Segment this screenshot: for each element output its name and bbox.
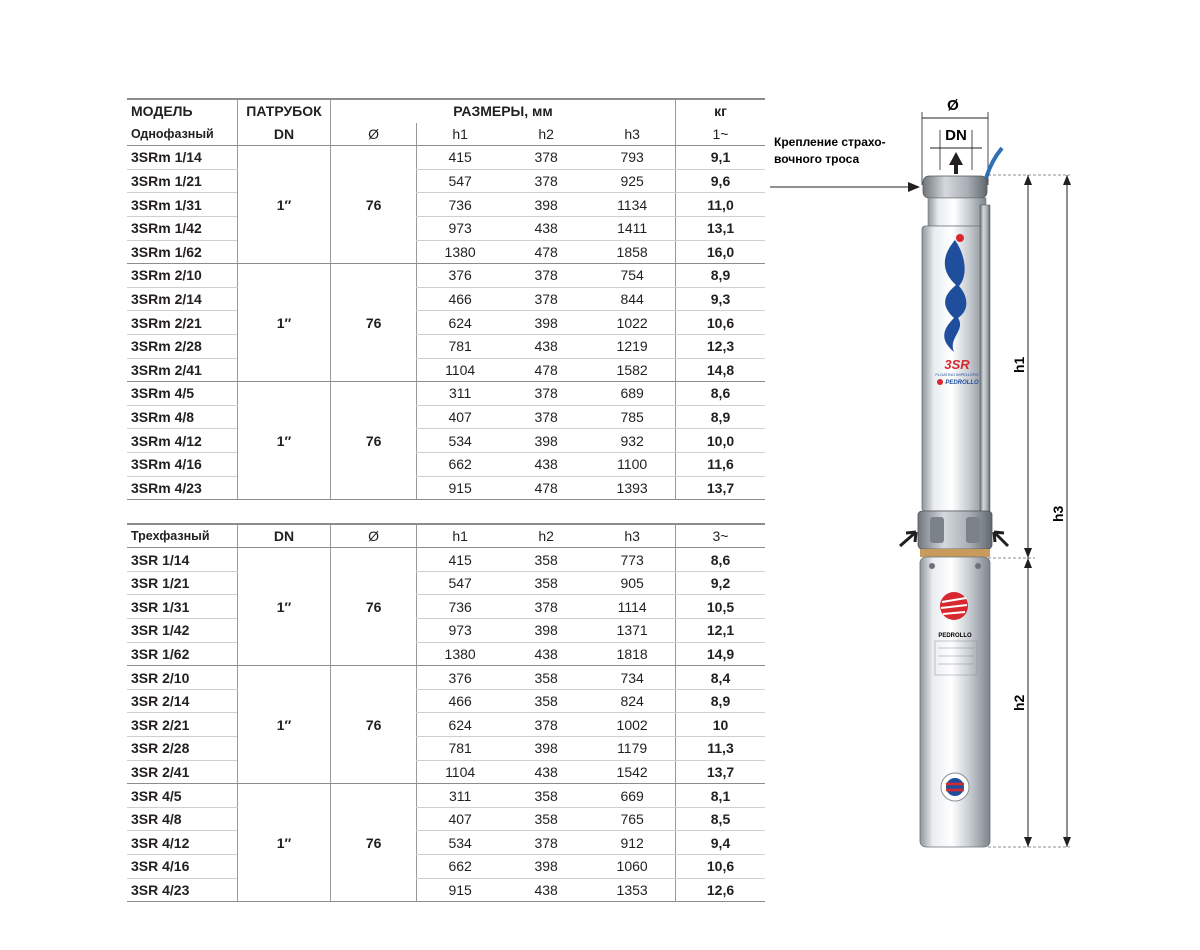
model-cell: 3SR 4/12 [127,831,238,855]
weight-cell: 13,1 [676,216,766,240]
table-row [127,405,765,429]
h3-cell: 793 [589,146,675,170]
model-cell: 3SR 4/5 [127,784,238,808]
h3-cell: 925 [589,169,675,193]
model-cell: 3SRm 2/28 [127,334,238,358]
table-row [127,571,765,595]
logo-3sr: 3SR [944,357,970,372]
h3-cell: 1219 [589,334,675,358]
h2-cell: 358 [503,784,589,808]
table-row [127,807,765,831]
weight-cell: 16,0 [676,240,766,264]
diameter-cell: 76 [331,264,417,382]
dn-label: DN [945,127,967,144]
weight-cell: 9,6 [676,169,766,193]
h2-cell: 358 [503,689,589,713]
weight-cell: 9,3 [676,287,766,311]
h1-cell: 915 [417,878,503,902]
pump-drawing [770,90,1100,860]
h1-cell: 781 [417,334,503,358]
model-cell: 3SR 1/21 [127,571,238,595]
h1-cell: 624 [417,713,503,737]
spec-table-body [127,99,765,902]
coupling-ring [920,549,990,557]
h1-cell: 407 [417,405,503,429]
weight-cell: 8,6 [676,382,766,406]
h2-cell: 438 [503,216,589,240]
header-row-1 [127,99,765,123]
model-cell: 3SRm 2/14 [127,287,238,311]
h1-cell: 311 [417,784,503,808]
weight-cell: 9,4 [676,831,766,855]
h3-cell: 1179 [589,737,675,761]
diameter-cell: 76 [331,666,417,784]
model-cell: 3SR 2/14 [127,689,238,713]
weight-cell: 14,9 [676,642,766,666]
h3-cell: 1858 [589,240,675,264]
dn-cell: 1″ [238,382,331,500]
h3-cell: 1100 [589,452,675,476]
motor-screw-right [975,563,981,569]
weight-cell: 8,5 [676,807,766,831]
table-row [127,713,765,737]
diameter-cell: 76 [331,548,417,666]
table-row [127,855,765,879]
h2-cell: 378 [503,169,589,193]
model-cell: 3SRm 4/23 [127,476,238,500]
weight-cell: 8,6 [676,548,766,572]
model-cell: 3SRm 4/5 [127,382,238,406]
h2-cell: 478 [503,358,589,382]
model-cell: 3SR 2/21 [127,713,238,737]
inlet-arrow-right-icon [994,532,1008,546]
cable-label-line2: вочного троса [774,152,860,166]
h1-cell: 1104 [417,760,503,784]
phase3-header: 3~ [676,524,766,548]
single-phase-label: Однофазный [127,123,238,146]
h2-cell: 438 [503,642,589,666]
suction-grid [918,511,992,549]
model-cell: 3SRm 1/31 [127,193,238,217]
h2-cell: 398 [503,193,589,217]
model-cell: 3SR 2/28 [127,737,238,761]
h3-cell: 1371 [589,619,675,643]
diameter-label: Ø [947,97,959,114]
weight-cell: 10,6 [676,311,766,335]
model-cell: 3SR 2/10 [127,666,238,690]
pump-thread-section [928,198,986,226]
h1-cell: 973 [417,619,503,643]
h1-cell: 466 [417,287,503,311]
h2-cell: 378 [503,595,589,619]
table-row [127,382,765,406]
dn-cell: 1″ [238,548,331,666]
table-row [127,831,765,855]
brand-logo-lower: PEDROLLO [938,633,972,639]
h1-cell: 736 [417,193,503,217]
dn-cell: 1″ [238,146,331,264]
h1-cell: 415 [417,548,503,572]
model-cell: 3SRm 2/21 [127,311,238,335]
model-cell: 3SRm 4/16 [127,452,238,476]
model-cell: 3SR 4/8 [127,807,238,831]
weight-cell: 10,5 [676,595,766,619]
h1-cell: 415 [417,146,503,170]
model-cell: 3SRm 1/42 [127,216,238,240]
dn-header: DN [238,123,331,146]
inlet-arrow-left-icon [900,532,916,546]
dn-cell: 1″ [238,264,331,382]
motor-screw-left [929,563,935,569]
h3-cell: 1818 [589,642,675,666]
h3-cell: 765 [589,807,675,831]
h2-cell: 438 [503,334,589,358]
weight-cell: 11,0 [676,193,766,217]
model-cell: 3SRm 2/41 [127,358,238,382]
h2-cell: 378 [503,405,589,429]
h2-cell: 358 [503,807,589,831]
h3-cell: 1353 [589,878,675,902]
h2-cell: 438 [503,760,589,784]
model-cell: 3SRm 1/14 [127,146,238,170]
h2-cell: 438 [503,878,589,902]
h2-cell: 378 [503,831,589,855]
h3-cell: 689 [589,382,675,406]
h2-cell: 398 [503,311,589,335]
weight-cell: 10,0 [676,429,766,453]
table-row [127,264,765,288]
h2-cell: 398 [503,429,589,453]
table-row [127,216,765,240]
table-row [127,193,765,217]
model-cell: 3SR 1/14 [127,548,238,572]
h3-cell: 1134 [589,193,675,217]
table-row [127,240,765,264]
table-row [127,595,765,619]
dn-cell: 1″ [238,666,331,784]
motor-emblem-inner-icon [946,778,964,796]
weight-cell: 8,9 [676,264,766,288]
table-row [127,760,765,784]
h2-cell: 358 [503,666,589,690]
h2-cell: 378 [503,382,589,406]
h1-cell: 376 [417,666,503,690]
model-cell: 3SR 1/42 [127,619,238,643]
h1-cell: 407 [417,807,503,831]
model-cell: 3SR 4/23 [127,878,238,902]
h1-cell: 547 [417,571,503,595]
h2-cell: 378 [503,287,589,311]
table-row [127,334,765,358]
suction-slot-right [966,517,980,543]
model-cell: 3SRm 2/10 [127,264,238,288]
h3-cell: 1002 [589,713,675,737]
table-row [127,737,765,761]
section-gap-cell [127,500,765,524]
h3-cell: 773 [589,548,675,572]
model-cell: 3SR 2/41 [127,760,238,784]
h3-cell: 1060 [589,855,675,879]
h1-cell: 1104 [417,358,503,382]
phase1-header: 1~ [676,123,766,146]
pump-top-cap [923,176,987,198]
h1-cell: 534 [417,429,503,453]
table-row [127,619,765,643]
h1-cell: 781 [417,737,503,761]
h2-label: h2 [1011,694,1027,711]
weight-cell: 13,7 [676,476,766,500]
h3-cell: 905 [589,571,675,595]
h3-cell: 1114 [589,595,675,619]
h1-label: h1 [1011,356,1027,373]
three-phase-header-row [127,524,765,548]
h3-cell: 785 [589,405,675,429]
h3-cell: 824 [589,689,675,713]
brand-logo-upper: PEDROLLO [945,380,979,386]
h2-cell: 378 [503,713,589,737]
h1-cell: 1380 [417,240,503,264]
h2-cell: 438 [503,452,589,476]
h2-header: h2 [503,123,589,146]
three-phase-label: Трехфазный [127,524,238,548]
flame-logo-dot-icon [956,234,964,242]
weight-cell: 14,8 [676,358,766,382]
h1-header: h1 [417,123,503,146]
table-row [127,287,765,311]
h3-cell: 734 [589,666,675,690]
h1-cell: 547 [417,169,503,193]
h3-cell: 1411 [589,216,675,240]
h1-cell: 376 [417,264,503,288]
weight-cell: 8,9 [676,689,766,713]
weight-cell: 9,1 [676,146,766,170]
h1-cell: 624 [417,311,503,335]
col-kg-header: кг [676,99,766,123]
table-row [127,169,765,193]
table-row [127,452,765,476]
table-row [127,548,765,572]
cable-guard [980,205,990,515]
model-cell: 3SR 1/62 [127,642,238,666]
weight-cell: 8,1 [676,784,766,808]
weight-cell: 12,1 [676,619,766,643]
dia-header: Ø [331,123,417,146]
h3-label: h3 [1050,505,1066,522]
table-row [127,311,765,335]
table-row [127,642,765,666]
weight-cell: 13,7 [676,760,766,784]
h3-cell: 912 [589,831,675,855]
h3-cell: 1582 [589,358,675,382]
col-dims-header: РАЗМЕРЫ, мм [331,99,676,123]
col-model-header: МОДЕЛЬ [127,99,238,123]
table-row [127,666,765,690]
weight-cell: 10,6 [676,855,766,879]
header-row-2 [127,123,765,146]
table-row [127,689,765,713]
table-row [127,358,765,382]
cable-arrow-icon [908,182,920,192]
dn-header-3: DN [238,524,331,548]
dn-cell: 1″ [238,784,331,902]
weight-cell: 12,6 [676,878,766,902]
h2-cell: 378 [503,146,589,170]
model-cell: 3SR 1/31 [127,595,238,619]
h3-cell: 1022 [589,311,675,335]
table-row [127,429,765,453]
table-row [127,476,765,500]
table-row [127,878,765,902]
h2-cell: 398 [503,737,589,761]
h3-header: h3 [589,123,675,146]
outlet-arrow-icon [949,152,963,174]
h1-cell: 662 [417,855,503,879]
h3-cell: 754 [589,264,675,288]
h3-cell: 669 [589,784,675,808]
weight-cell: 12,3 [676,334,766,358]
h1-cell: 534 [417,831,503,855]
weight-cell: 9,2 [676,571,766,595]
h3-cell: 1542 [589,760,675,784]
col-port-header: ПАТРУБОК [238,99,331,123]
h1-cell: 973 [417,216,503,240]
cable-label-line1: Крепление страхо- [774,135,886,149]
diameter-cell: 76 [331,382,417,500]
h3-cell: 844 [589,287,675,311]
brand-mark-icon [937,379,943,385]
h2-cell: 478 [503,240,589,264]
weight-cell: 8,9 [676,405,766,429]
h1-header-3: h1 [417,524,503,548]
h2-cell: 358 [503,548,589,572]
logo-sub: FLOATING IMPELLERS [935,372,979,377]
h1-cell: 311 [417,382,503,406]
model-cell: 3SR 4/16 [127,855,238,879]
h1-cell: 466 [417,689,503,713]
h1-cell: 1380 [417,642,503,666]
spec-table [127,98,765,902]
h2-cell: 358 [503,571,589,595]
diameter-cell: 76 [331,146,417,264]
h2-cell: 398 [503,619,589,643]
model-cell: 3SRm 1/21 [127,169,238,193]
spec-table-container [127,98,765,902]
weight-cell: 8,4 [676,666,766,690]
h1-cell: 662 [417,452,503,476]
h3-cell: 932 [589,429,675,453]
h2-cell: 398 [503,855,589,879]
h3-header-3: h3 [589,524,675,548]
h2-cell: 378 [503,264,589,288]
h1-cell: 736 [417,595,503,619]
h2-cell: 478 [503,476,589,500]
pump-svg [770,90,1100,860]
diameter-cell: 76 [331,784,417,902]
h1-cell: 915 [417,476,503,500]
table-row [127,784,765,808]
model-cell: 3SRm 1/62 [127,240,238,264]
suction-slot-left [930,517,944,543]
section-gap [127,500,765,524]
model-cell: 3SRm 4/8 [127,405,238,429]
h2-header-3: h2 [503,524,589,548]
weight-cell: 10 [676,713,766,737]
h3-cell: 1393 [589,476,675,500]
table-row [127,146,765,170]
dia-header-3: Ø [331,524,417,548]
weight-cell: 11,6 [676,452,766,476]
weight-cell: 11,3 [676,737,766,761]
model-cell: 3SRm 4/12 [127,429,238,453]
